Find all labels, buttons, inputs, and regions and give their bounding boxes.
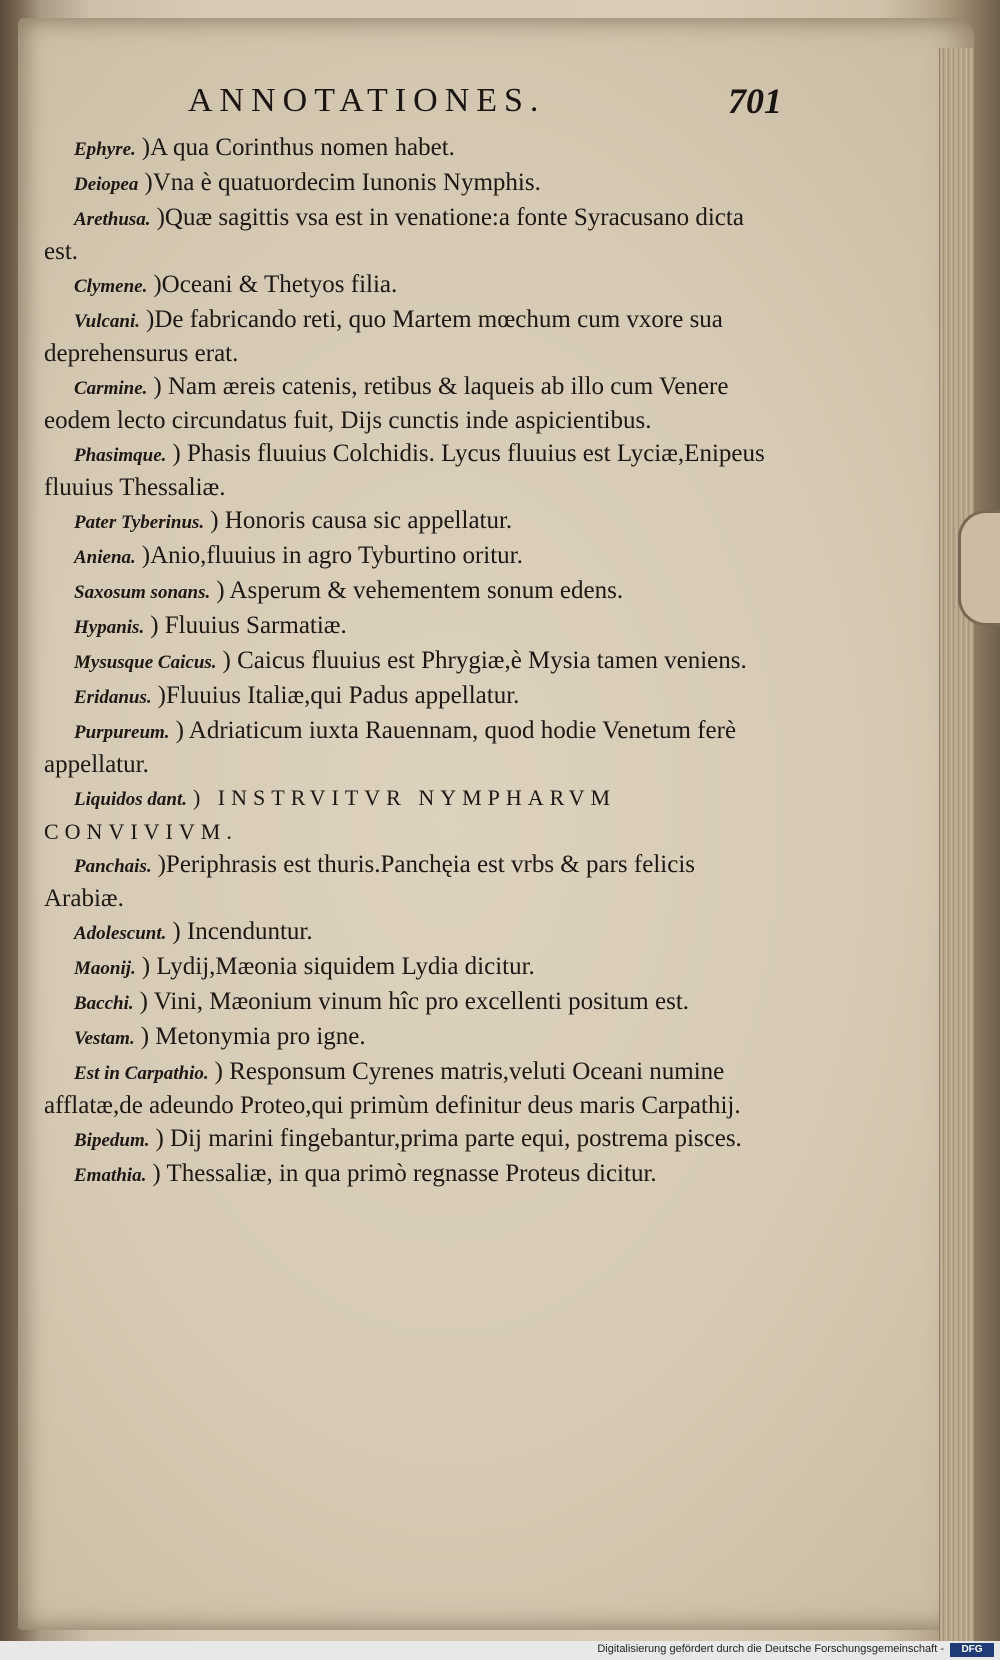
entry-gloss: ) Thessaliæ, in qua primò regnasse Proteus dicitur. <box>152 1160 657 1187</box>
entry-lemma: Arethusa. <box>74 209 151 230</box>
entry-gloss: )Anio,fluuius in agro Tyburtino oritur. <box>141 542 523 569</box>
entry-lemma: Liquidos dant. <box>74 789 187 810</box>
annotation-entry <box>44 680 774 714</box>
annotation-entry <box>44 132 774 166</box>
entry-gloss: ) Incenduntur. <box>172 918 313 945</box>
annotation-entry <box>44 1021 774 1055</box>
entry-lemma: Saxosum sonans. <box>74 582 211 603</box>
dfg-logo: DFG <box>950 1643 994 1657</box>
entry-gloss: ) Nam æreis catenis, retibus & laqueis ab illo cum Venere eodem lecto circundatus fuit, Dijs cunctis inde aspicientibus. <box>44 373 729 434</box>
annotation-entry <box>44 916 774 950</box>
entry-lemma: Bipedum. <box>74 1130 150 1151</box>
annotation-entry <box>44 782 774 848</box>
running-head: ANNOTATIONES. <box>188 82 546 119</box>
page-header <box>188 82 788 128</box>
entry-gloss: ) Honoris causa sic appellatur. <box>210 507 513 534</box>
entry-lemma: Est in Carpathio. <box>74 1063 209 1084</box>
entry-lemma: Eridanus. <box>74 687 152 708</box>
entry-lemma: Pater Tyberinus. <box>74 512 205 533</box>
annotation-entry <box>44 202 774 268</box>
entry-lemma: Bacchi. <box>74 993 134 1014</box>
entry-gloss: ) Lydij,Mæonia siquidem Lydia dicitur. <box>141 953 535 980</box>
entry-gloss: ) Asperum & vehementem sonum edens. <box>216 577 624 604</box>
annotation-entry <box>44 849 774 915</box>
entry-gloss: )Fluuius Italiæ,qui Padus appellatur. <box>157 682 520 709</box>
entry-gloss: ) INSTRVITVR NYMPHARVM CONVIVIVM. <box>44 785 617 844</box>
annotation-entry <box>44 645 774 679</box>
annotation-list <box>44 132 774 1193</box>
entry-lemma: Maonij. <box>74 958 136 979</box>
entry-lemma: Hypanis. <box>74 617 145 638</box>
entry-lemma: Ephyre. <box>74 139 136 160</box>
entry-lemma: Aniena. <box>74 547 136 568</box>
entry-gloss: ) Phasis fluuius Colchidis. Lycus fluuius est Lyciæ,Enipeus fluuius Thessaliæ. <box>44 440 765 501</box>
annotation-entry <box>44 951 774 985</box>
entry-lemma: Vestam. <box>74 1028 135 1049</box>
entry-lemma: Vulcani. <box>74 311 140 332</box>
annotation-entry <box>44 575 774 609</box>
entry-gloss: )De fabricando reti, quo Martem mœchum cum vxore sua deprehensurus erat. <box>44 306 723 367</box>
page-number: 701 <box>728 81 782 121</box>
entry-gloss: ) Fluuius Sarmatiæ. <box>150 612 347 639</box>
annotation-entry <box>44 1056 774 1122</box>
entry-lemma: Phasimque. <box>74 445 167 466</box>
entry-gloss: ) Caicus fluuius est Phrygiæ,è Mysia tamen veniens. <box>222 647 747 674</box>
page-clip-tab <box>958 510 1000 626</box>
entry-lemma: Adolescunt. <box>74 923 167 944</box>
entry-gloss: )Periphrasis est thuris.Panchęia est vrbs & pars felicis Arabiæ. <box>44 851 695 912</box>
entry-gloss: ) Vini, Mæonium vinum hîc pro excellenti positum est. <box>139 988 690 1015</box>
entry-lemma: Emathia. <box>74 1165 147 1186</box>
entry-gloss: )Oceani & Thetyos filia. <box>153 271 398 298</box>
entry-gloss: )A qua Corinthus nomen habet. <box>141 134 455 161</box>
digitization-footer <box>0 1641 1000 1660</box>
annotation-entry <box>44 610 774 644</box>
entry-lemma: Carmine. <box>74 378 148 399</box>
annotation-entry <box>44 167 774 201</box>
entry-lemma: Purpureum. <box>74 722 170 743</box>
annotation-entry <box>44 715 774 781</box>
entry-lemma: Mysusque Caicus. <box>74 652 217 673</box>
entry-gloss: )Vna è quatuordecim Iunonis Nymphis. <box>144 169 541 196</box>
annotation-entry <box>44 540 774 574</box>
funding-credit: Digitalisierung gefördert durch die Deutsche Forschungsgemeinschaft - <box>597 1643 944 1655</box>
entry-lemma: Panchais. <box>74 856 152 877</box>
entry-gloss: )Quæ sagittis vsa est in venatione:a fonte Syracusano dicta est. <box>44 204 744 265</box>
annotation-entry <box>44 1158 774 1192</box>
entry-gloss: ) Responsum Cyrenes matris,veluti Oceani numine afflatæ,de adeundo Proteo,qui primùm definitur deus maris Carpathij. <box>44 1058 741 1119</box>
entry-gloss: ) Metonymia pro igne. <box>140 1023 366 1050</box>
entry-gloss: ) Adriaticum iuxta Rauennam, quod hodie Venetum ferè appellatur. <box>44 717 737 778</box>
annotation-entry <box>44 1123 774 1157</box>
annotation-entry <box>44 304 774 370</box>
annotation-entry <box>44 986 774 1020</box>
annotation-entry <box>44 438 774 504</box>
entry-lemma: Deiopea <box>74 174 139 195</box>
entry-lemma: Clymene. <box>74 276 148 297</box>
annotation-entry <box>44 269 774 303</box>
page-fore-edge <box>939 48 974 1648</box>
entry-gloss: ) Dij marini fingebantur,prima parte equi, postrema pisces. <box>155 1125 742 1152</box>
annotation-entry <box>44 505 774 539</box>
annotation-entry <box>44 371 774 437</box>
